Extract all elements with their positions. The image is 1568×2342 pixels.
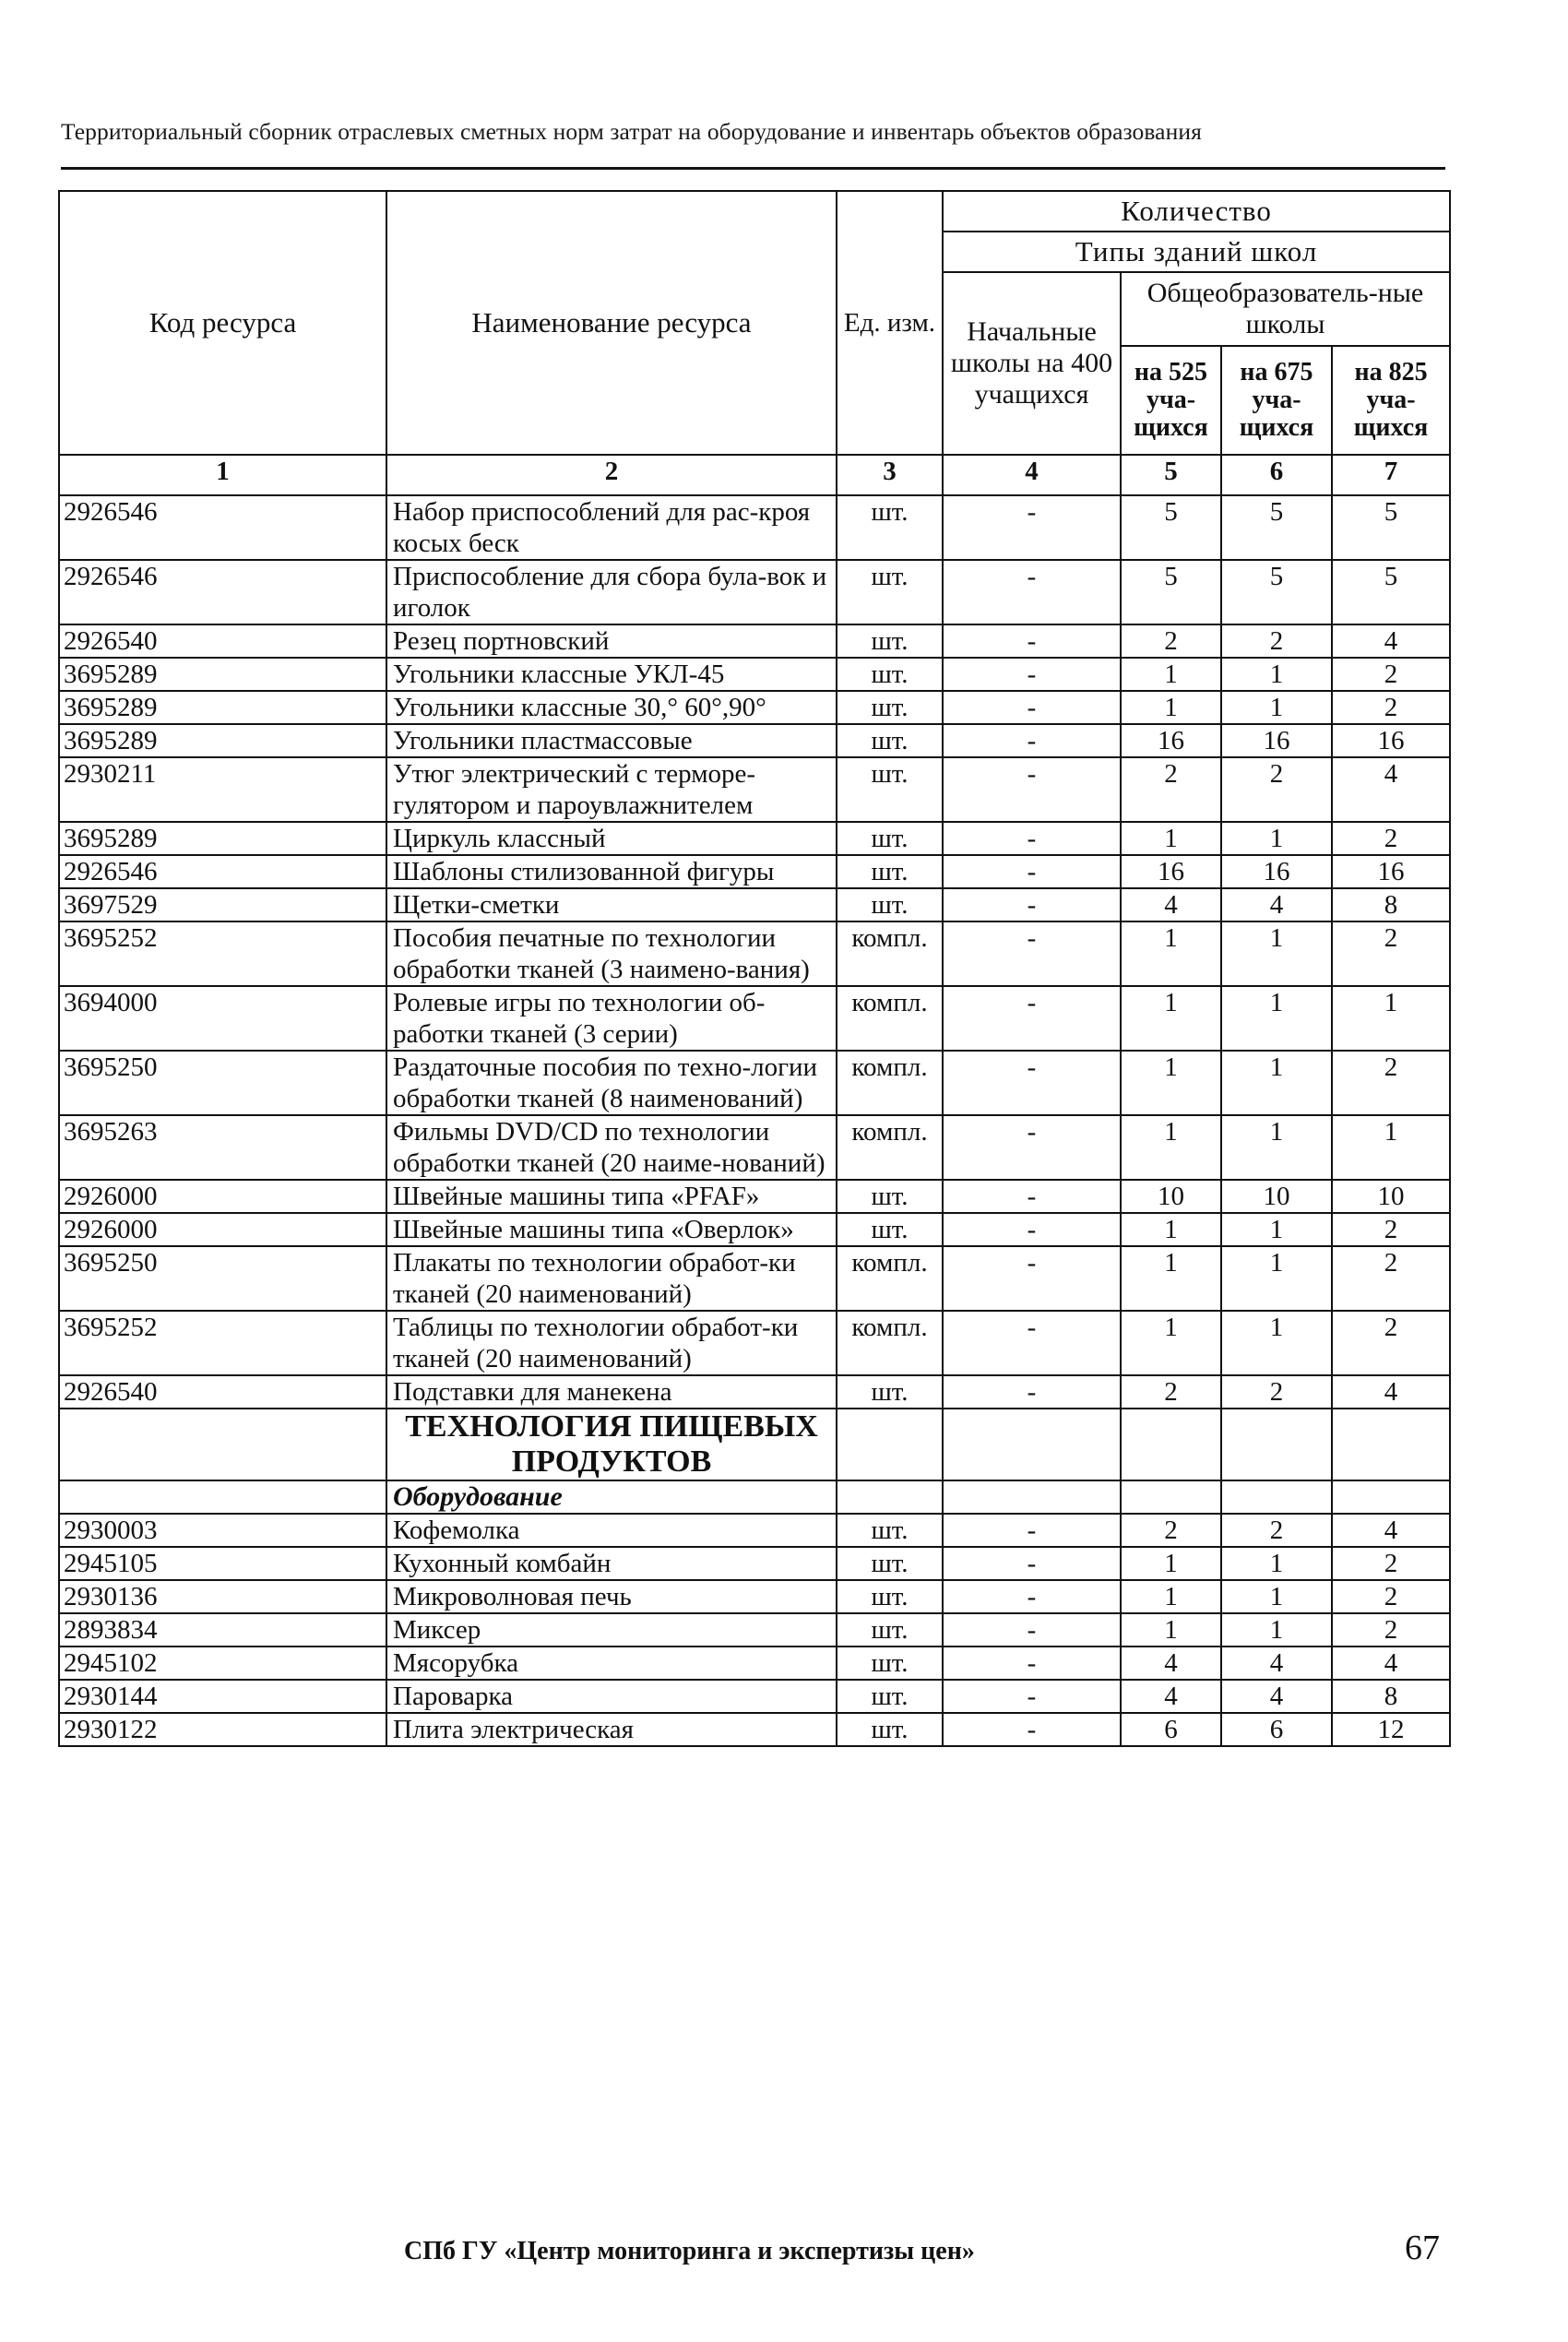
unit: компл. xyxy=(837,1311,943,1375)
qty-825: 4 xyxy=(1332,1375,1450,1409)
qty-675: 5 xyxy=(1221,495,1332,560)
table-row xyxy=(59,495,1450,560)
table-row xyxy=(59,724,1450,757)
resource-code: 2945105 xyxy=(59,1547,386,1580)
resource-name: Приспособление для сбора була-вок и иголок xyxy=(386,560,837,624)
qty-525: 1 xyxy=(1121,1311,1221,1375)
table-row xyxy=(59,560,1450,624)
qty-675: 6 xyxy=(1221,1713,1332,1746)
table-row xyxy=(59,624,1450,658)
qty-675: 1 xyxy=(1221,921,1332,986)
qty-825: 8 xyxy=(1332,1680,1450,1713)
table-row xyxy=(59,757,1450,822)
qty-825: 2 xyxy=(1332,1613,1450,1647)
qty-675: 1 xyxy=(1221,822,1332,855)
resource-code: 3695250 xyxy=(59,1246,386,1311)
qty-825: 2 xyxy=(1332,1580,1450,1613)
unit: шт. xyxy=(837,1580,943,1613)
qty-525: 1 xyxy=(1121,1115,1221,1180)
empty-cell xyxy=(1121,1409,1221,1480)
qty-825: 2 xyxy=(1332,1311,1450,1375)
qty-675: 4 xyxy=(1221,1647,1332,1680)
unit: шт. xyxy=(837,658,943,691)
table-row xyxy=(59,1547,1450,1580)
subsection-row xyxy=(59,1480,1450,1514)
column-number-row xyxy=(59,455,1450,495)
table-row xyxy=(59,1180,1450,1213)
resource-name: Щетки-сметки xyxy=(386,888,837,921)
resource-code: 2926540 xyxy=(59,1375,386,1409)
table-row xyxy=(59,1713,1450,1746)
qty-primary: - xyxy=(943,1180,1121,1213)
qty-primary: - xyxy=(943,1213,1121,1246)
table-row xyxy=(59,1647,1450,1680)
qty-675: 2 xyxy=(1221,624,1332,658)
qty-primary: - xyxy=(943,822,1121,855)
running-title: Территориальный сборник отраслевых сметных норм затрат на оборудование и инвентарь объектов образования xyxy=(61,118,1202,145)
qty-primary: - xyxy=(943,658,1121,691)
resource-name: Таблицы по технологии обработ-ки тканей (20 наименований) xyxy=(386,1311,837,1375)
qty-675: 1 xyxy=(1221,1051,1332,1115)
qty-675: 1 xyxy=(1221,1547,1332,1580)
resource-name: Угольники пластмассовые xyxy=(386,724,837,757)
resource-table xyxy=(58,190,1451,1747)
header-quantity: Количество xyxy=(943,191,1450,232)
table-row xyxy=(59,658,1450,691)
qty-525: 2 xyxy=(1121,1375,1221,1409)
qty-primary: - xyxy=(943,986,1121,1051)
qty-825: 1 xyxy=(1332,986,1450,1051)
header-cap-675: на 675 уча-щихся xyxy=(1221,346,1332,455)
qty-525: 5 xyxy=(1121,560,1221,624)
column-number: 7 xyxy=(1332,455,1450,495)
qty-675: 1 xyxy=(1221,1311,1332,1375)
unit: шт. xyxy=(837,1180,943,1213)
header-cap-525: на 525 уча-щихся xyxy=(1121,346,1221,455)
table-row xyxy=(59,1680,1450,1713)
unit: шт. xyxy=(837,691,943,724)
resource-code: 2926000 xyxy=(59,1213,386,1246)
qty-primary: - xyxy=(943,888,1121,921)
unit: шт. xyxy=(837,560,943,624)
table-row xyxy=(59,1613,1450,1647)
resource-name: Швейные машины типа «Оверлок» xyxy=(386,1213,837,1246)
resource-name: Миксер xyxy=(386,1613,837,1647)
qty-primary: - xyxy=(943,624,1121,658)
qty-525: 10 xyxy=(1121,1180,1221,1213)
section-row xyxy=(59,1409,1450,1480)
table-row xyxy=(59,986,1450,1051)
unit: шт. xyxy=(837,1613,943,1647)
qty-525: 16 xyxy=(1121,724,1221,757)
qty-825: 2 xyxy=(1332,921,1450,986)
unit: компл. xyxy=(837,986,943,1051)
section-title: ТЕХНОЛОГИЯ ПИЩЕВЫХ ПРОДУКТОВ xyxy=(386,1409,837,1480)
empty-cell xyxy=(1121,1480,1221,1514)
unit: шт. xyxy=(837,1547,943,1580)
qty-primary: - xyxy=(943,691,1121,724)
qty-675: 1 xyxy=(1221,1246,1332,1311)
table-row xyxy=(59,1115,1450,1180)
unit: шт. xyxy=(837,495,943,560)
qty-825: 2 xyxy=(1332,658,1450,691)
qty-825: 2 xyxy=(1332,1213,1450,1246)
qty-675: 2 xyxy=(1221,757,1332,822)
qty-525: 6 xyxy=(1121,1713,1221,1746)
header-primary-schools: Начальные школы на 400 учащихся xyxy=(943,272,1121,455)
resource-name: Угольники классные 30,° 60°,90° xyxy=(386,691,837,724)
unit: компл. xyxy=(837,1246,943,1311)
unit: шт. xyxy=(837,1647,943,1680)
unit: шт. xyxy=(837,1213,943,1246)
column-number: 2 xyxy=(386,455,837,495)
qty-525: 4 xyxy=(1121,1647,1221,1680)
unit: шт. xyxy=(837,757,943,822)
resource-name: Микроволновая печь xyxy=(386,1580,837,1613)
unit: шт. xyxy=(837,1680,943,1713)
qty-525: 2 xyxy=(1121,757,1221,822)
resource-code: 3695263 xyxy=(59,1115,386,1180)
header-unit: Ед. изм. xyxy=(837,191,943,455)
resource-name: Швейные машины типа «PFAF» xyxy=(386,1180,837,1213)
qty-525: 1 xyxy=(1121,1246,1221,1311)
qty-825: 5 xyxy=(1332,495,1450,560)
qty-675: 1 xyxy=(1221,658,1332,691)
footer-organization: СПб ГУ «Центр мониторинга и экспертизы цен» xyxy=(404,2237,975,2265)
table-row xyxy=(59,921,1450,986)
header-code: Код ресурса xyxy=(59,191,386,455)
qty-825: 10 xyxy=(1332,1180,1450,1213)
unit: шт. xyxy=(837,624,943,658)
qty-675: 2 xyxy=(1221,1514,1332,1547)
qty-825: 16 xyxy=(1332,855,1450,888)
page-number: 67 xyxy=(1405,2229,1440,2267)
unit: компл. xyxy=(837,921,943,986)
resource-name: Кухонный комбайн xyxy=(386,1547,837,1580)
qty-primary: - xyxy=(943,855,1121,888)
empty-cell xyxy=(837,1409,943,1480)
qty-825: 2 xyxy=(1332,1051,1450,1115)
unit: шт. xyxy=(837,888,943,921)
resource-name: Пособия печатные по технологии обработки тканей (3 наимено-вания) xyxy=(386,921,837,986)
empty-cell xyxy=(943,1480,1121,1514)
qty-825: 2 xyxy=(1332,1246,1450,1311)
resource-code: 2930136 xyxy=(59,1580,386,1613)
qty-525: 1 xyxy=(1121,986,1221,1051)
table-row xyxy=(59,855,1450,888)
column-number: 6 xyxy=(1221,455,1332,495)
qty-primary: - xyxy=(943,1580,1121,1613)
qty-primary: - xyxy=(943,560,1121,624)
header-building-types: Типы зданий школ xyxy=(943,232,1450,272)
unit: шт. xyxy=(837,1514,943,1547)
resource-code: 2926546 xyxy=(59,495,386,560)
table-row xyxy=(59,1580,1450,1613)
qty-825: 2 xyxy=(1332,691,1450,724)
qty-675: 1 xyxy=(1221,1580,1332,1613)
resource-name: Плита электрическая xyxy=(386,1713,837,1746)
qty-525: 16 xyxy=(1121,855,1221,888)
qty-675: 16 xyxy=(1221,724,1332,757)
column-number: 1 xyxy=(59,455,386,495)
resource-name: Плакаты по технологии обработ-ки тканей (20 наименований) xyxy=(386,1246,837,1311)
qty-825: 4 xyxy=(1332,757,1450,822)
qty-675: 10 xyxy=(1221,1180,1332,1213)
table-row xyxy=(59,1246,1450,1311)
resource-code: 2926546 xyxy=(59,560,386,624)
unit: компл. xyxy=(837,1115,943,1180)
qty-825: 5 xyxy=(1332,560,1450,624)
qty-825: 16 xyxy=(1332,724,1450,757)
header-name: Наименование ресурса xyxy=(386,191,837,455)
qty-675: 5 xyxy=(1221,560,1332,624)
qty-primary: - xyxy=(943,1246,1121,1311)
resource-code: 3695289 xyxy=(59,658,386,691)
resource-code: 2930144 xyxy=(59,1680,386,1713)
empty-cell xyxy=(1332,1409,1450,1480)
qty-primary: - xyxy=(943,921,1121,986)
qty-675: 2 xyxy=(1221,1375,1332,1409)
empty-cell xyxy=(943,1409,1121,1480)
qty-525: 2 xyxy=(1121,1514,1221,1547)
resource-code: 2945102 xyxy=(59,1647,386,1680)
qty-525: 1 xyxy=(1121,1213,1221,1246)
empty-cell xyxy=(59,1480,386,1514)
unit: шт. xyxy=(837,724,943,757)
qty-primary: - xyxy=(943,1375,1121,1409)
resource-name: Шаблоны стилизованной фигуры xyxy=(386,855,837,888)
qty-525: 1 xyxy=(1121,822,1221,855)
qty-525: 1 xyxy=(1121,1580,1221,1613)
qty-primary: - xyxy=(943,1547,1121,1580)
table-row xyxy=(59,1311,1450,1375)
qty-primary: - xyxy=(943,1115,1121,1180)
qty-primary: - xyxy=(943,1311,1121,1375)
unit: шт. xyxy=(837,1713,943,1746)
qty-525: 1 xyxy=(1121,921,1221,986)
resource-code: 2930003 xyxy=(59,1514,386,1547)
qty-primary: - xyxy=(943,1713,1121,1746)
resource-code: 2893834 xyxy=(59,1613,386,1647)
subsection-title: Оборудование xyxy=(386,1480,837,1514)
table-row xyxy=(59,1213,1450,1246)
qty-525: 4 xyxy=(1121,888,1221,921)
empty-cell xyxy=(1332,1480,1450,1514)
resource-name: Резец портновский xyxy=(386,624,837,658)
qty-675: 1 xyxy=(1221,986,1332,1051)
empty-cell xyxy=(1221,1480,1332,1514)
qty-525: 1 xyxy=(1121,1613,1221,1647)
qty-primary: - xyxy=(943,495,1121,560)
resource-name: Раздаточные пособия по техно-логии обработки тканей (8 наименований) xyxy=(386,1051,837,1115)
qty-primary: - xyxy=(943,757,1121,822)
table-row xyxy=(59,888,1450,921)
resource-code: 2930211 xyxy=(59,757,386,822)
qty-primary: - xyxy=(943,1051,1121,1115)
header-general-schools: Общеобразователь-ные школы xyxy=(1121,272,1450,346)
empty-cell xyxy=(837,1480,943,1514)
table-row xyxy=(59,1051,1450,1115)
resource-code: 2930122 xyxy=(59,1713,386,1746)
qty-675: 1 xyxy=(1221,1115,1332,1180)
qty-675: 16 xyxy=(1221,855,1332,888)
table-row xyxy=(59,1375,1450,1409)
resource-code: 3697529 xyxy=(59,888,386,921)
qty-525: 4 xyxy=(1121,1680,1221,1713)
resource-code: 2926540 xyxy=(59,624,386,658)
resource-code: 3695289 xyxy=(59,822,386,855)
qty-825: 4 xyxy=(1332,1647,1450,1680)
resource-code: 2926000 xyxy=(59,1180,386,1213)
resource-name: Фильмы DVD/CD по технологии обработки тканей (20 наиме-нований) xyxy=(386,1115,837,1180)
unit: шт. xyxy=(837,1375,943,1409)
unit: шт. xyxy=(837,822,943,855)
unit: компл. xyxy=(837,1051,943,1115)
column-number: 5 xyxy=(1121,455,1221,495)
table-row xyxy=(59,691,1450,724)
qty-525: 1 xyxy=(1121,658,1221,691)
resource-name: Подставки для манекена xyxy=(386,1375,837,1409)
qty-825: 4 xyxy=(1332,624,1450,658)
qty-825: 4 xyxy=(1332,1514,1450,1547)
qty-675: 1 xyxy=(1221,1213,1332,1246)
empty-cell xyxy=(59,1409,386,1480)
qty-525: 1 xyxy=(1121,1547,1221,1580)
resource-name: Ролевые игры по технологии об-работки тканей (3 серии) xyxy=(386,986,837,1051)
unit: шт. xyxy=(837,855,943,888)
qty-525: 2 xyxy=(1121,624,1221,658)
resource-code: 2926546 xyxy=(59,855,386,888)
resource-name: Кофемолка xyxy=(386,1514,837,1547)
resource-code: 3695289 xyxy=(59,691,386,724)
header-cap-825: на 825 уча-щихся xyxy=(1332,346,1450,455)
resource-name: Мясорубка xyxy=(386,1647,837,1680)
resource-code: 3695252 xyxy=(59,1311,386,1375)
resource-code: 3695250 xyxy=(59,1051,386,1115)
qty-675: 4 xyxy=(1221,1680,1332,1713)
qty-primary: - xyxy=(943,1514,1121,1547)
qty-825: 2 xyxy=(1332,1547,1450,1580)
column-number: 4 xyxy=(943,455,1121,495)
qty-825: 2 xyxy=(1332,822,1450,855)
resource-code: 3694000 xyxy=(59,986,386,1051)
qty-525: 5 xyxy=(1121,495,1221,560)
qty-675: 4 xyxy=(1221,888,1332,921)
qty-primary: - xyxy=(943,1680,1121,1713)
table-row xyxy=(59,822,1450,855)
qty-675: 1 xyxy=(1221,1613,1332,1647)
qty-primary: - xyxy=(943,1647,1121,1680)
qty-825: 8 xyxy=(1332,888,1450,921)
empty-cell xyxy=(1221,1409,1332,1480)
qty-525: 1 xyxy=(1121,1051,1221,1115)
qty-primary: - xyxy=(943,724,1121,757)
table-row xyxy=(59,1514,1450,1547)
qty-825: 1 xyxy=(1332,1115,1450,1180)
resource-name: Циркуль классный xyxy=(386,822,837,855)
resource-code: 3695252 xyxy=(59,921,386,986)
resource-code: 3695289 xyxy=(59,724,386,757)
resource-name: Утюг электрический с терморе-гулятором и пароувлажнителем xyxy=(386,757,837,822)
qty-675: 1 xyxy=(1221,691,1332,724)
qty-primary: - xyxy=(943,1613,1121,1647)
qty-825: 12 xyxy=(1332,1713,1450,1746)
resource-name: Угольники классные УКЛ-45 xyxy=(386,658,837,691)
resource-name: Пароварка xyxy=(386,1680,837,1713)
header-rule xyxy=(61,167,1445,170)
resource-name: Набор приспособлений для рас-кроя косых беск xyxy=(386,495,837,560)
qty-525: 1 xyxy=(1121,691,1221,724)
column-number: 3 xyxy=(837,455,943,495)
